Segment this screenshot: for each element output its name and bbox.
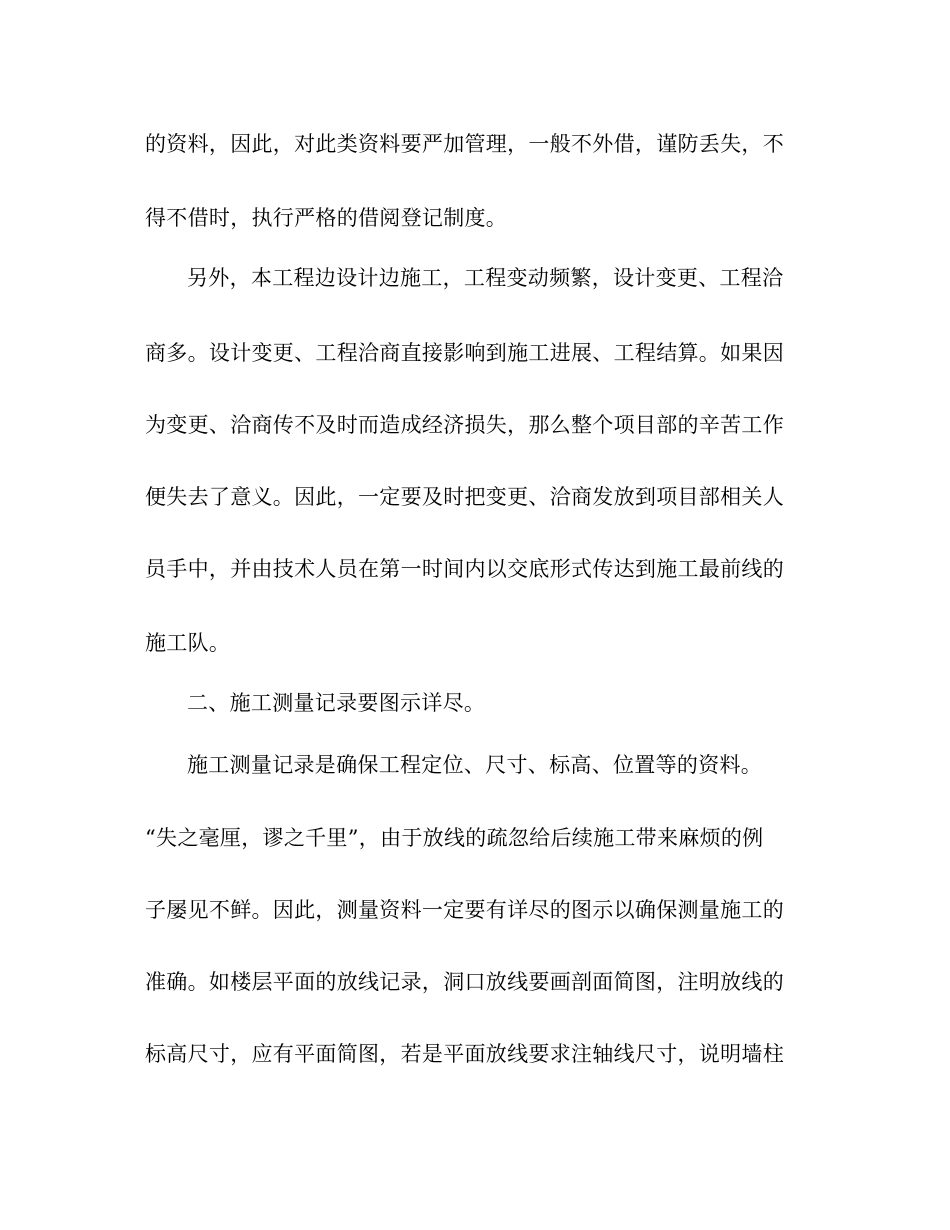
body-text-line: 准确。如楼层平面的放线记录，洞口放线要画剖面简图，注明放线的 [145, 970, 784, 994]
body-text-line: 子屡见不鲜。因此，测量资料一定要有详尽的图示以确保测量施工的 [145, 898, 784, 922]
body-text-line: 便失去了意义。因此，一定要及时把变更、洽商发放到项目部相关人 [145, 485, 784, 509]
body-text-line: 员手中，并由技术人员在第一时间内以交底形式传达到施工最前线的 [145, 557, 784, 581]
body-text-line: 为变更、洽商传不及时而造成经济损失，那么整个项目部的辛苦工作 [145, 413, 784, 437]
paragraph-start-line: 另外，本工程边设计边施工，工程变动频繁，设计变更、工程洽 [187, 266, 784, 290]
body-text-line: 得不借时，执行严格的借阅登记制度。 [145, 206, 508, 230]
section-heading: 二、施工测量记录要图示详尽。 [187, 691, 486, 715]
body-text-line: 施工队。 [145, 631, 231, 655]
body-text-line: 商多。设计变更、工程洽商直接影响到施工进展、工程结算。如果因 [145, 341, 784, 365]
paragraph-start-line: 施工测量记录是确保工程定位、尺寸、标高、位置等的资料。 [187, 753, 763, 777]
body-text-line: 的资料，因此，对此类资料要严加管理，一般不外借，谨防丢失，不 [145, 132, 784, 156]
body-text-line: “失之毫厘，谬之千里”，由于放线的疏忽给后续施工带来麻烦的例 [145, 826, 764, 850]
body-text-line: 标高尺寸，应有平面简图，若是平面放线要求注轴线尺寸，说明墙柱 [145, 1042, 784, 1066]
